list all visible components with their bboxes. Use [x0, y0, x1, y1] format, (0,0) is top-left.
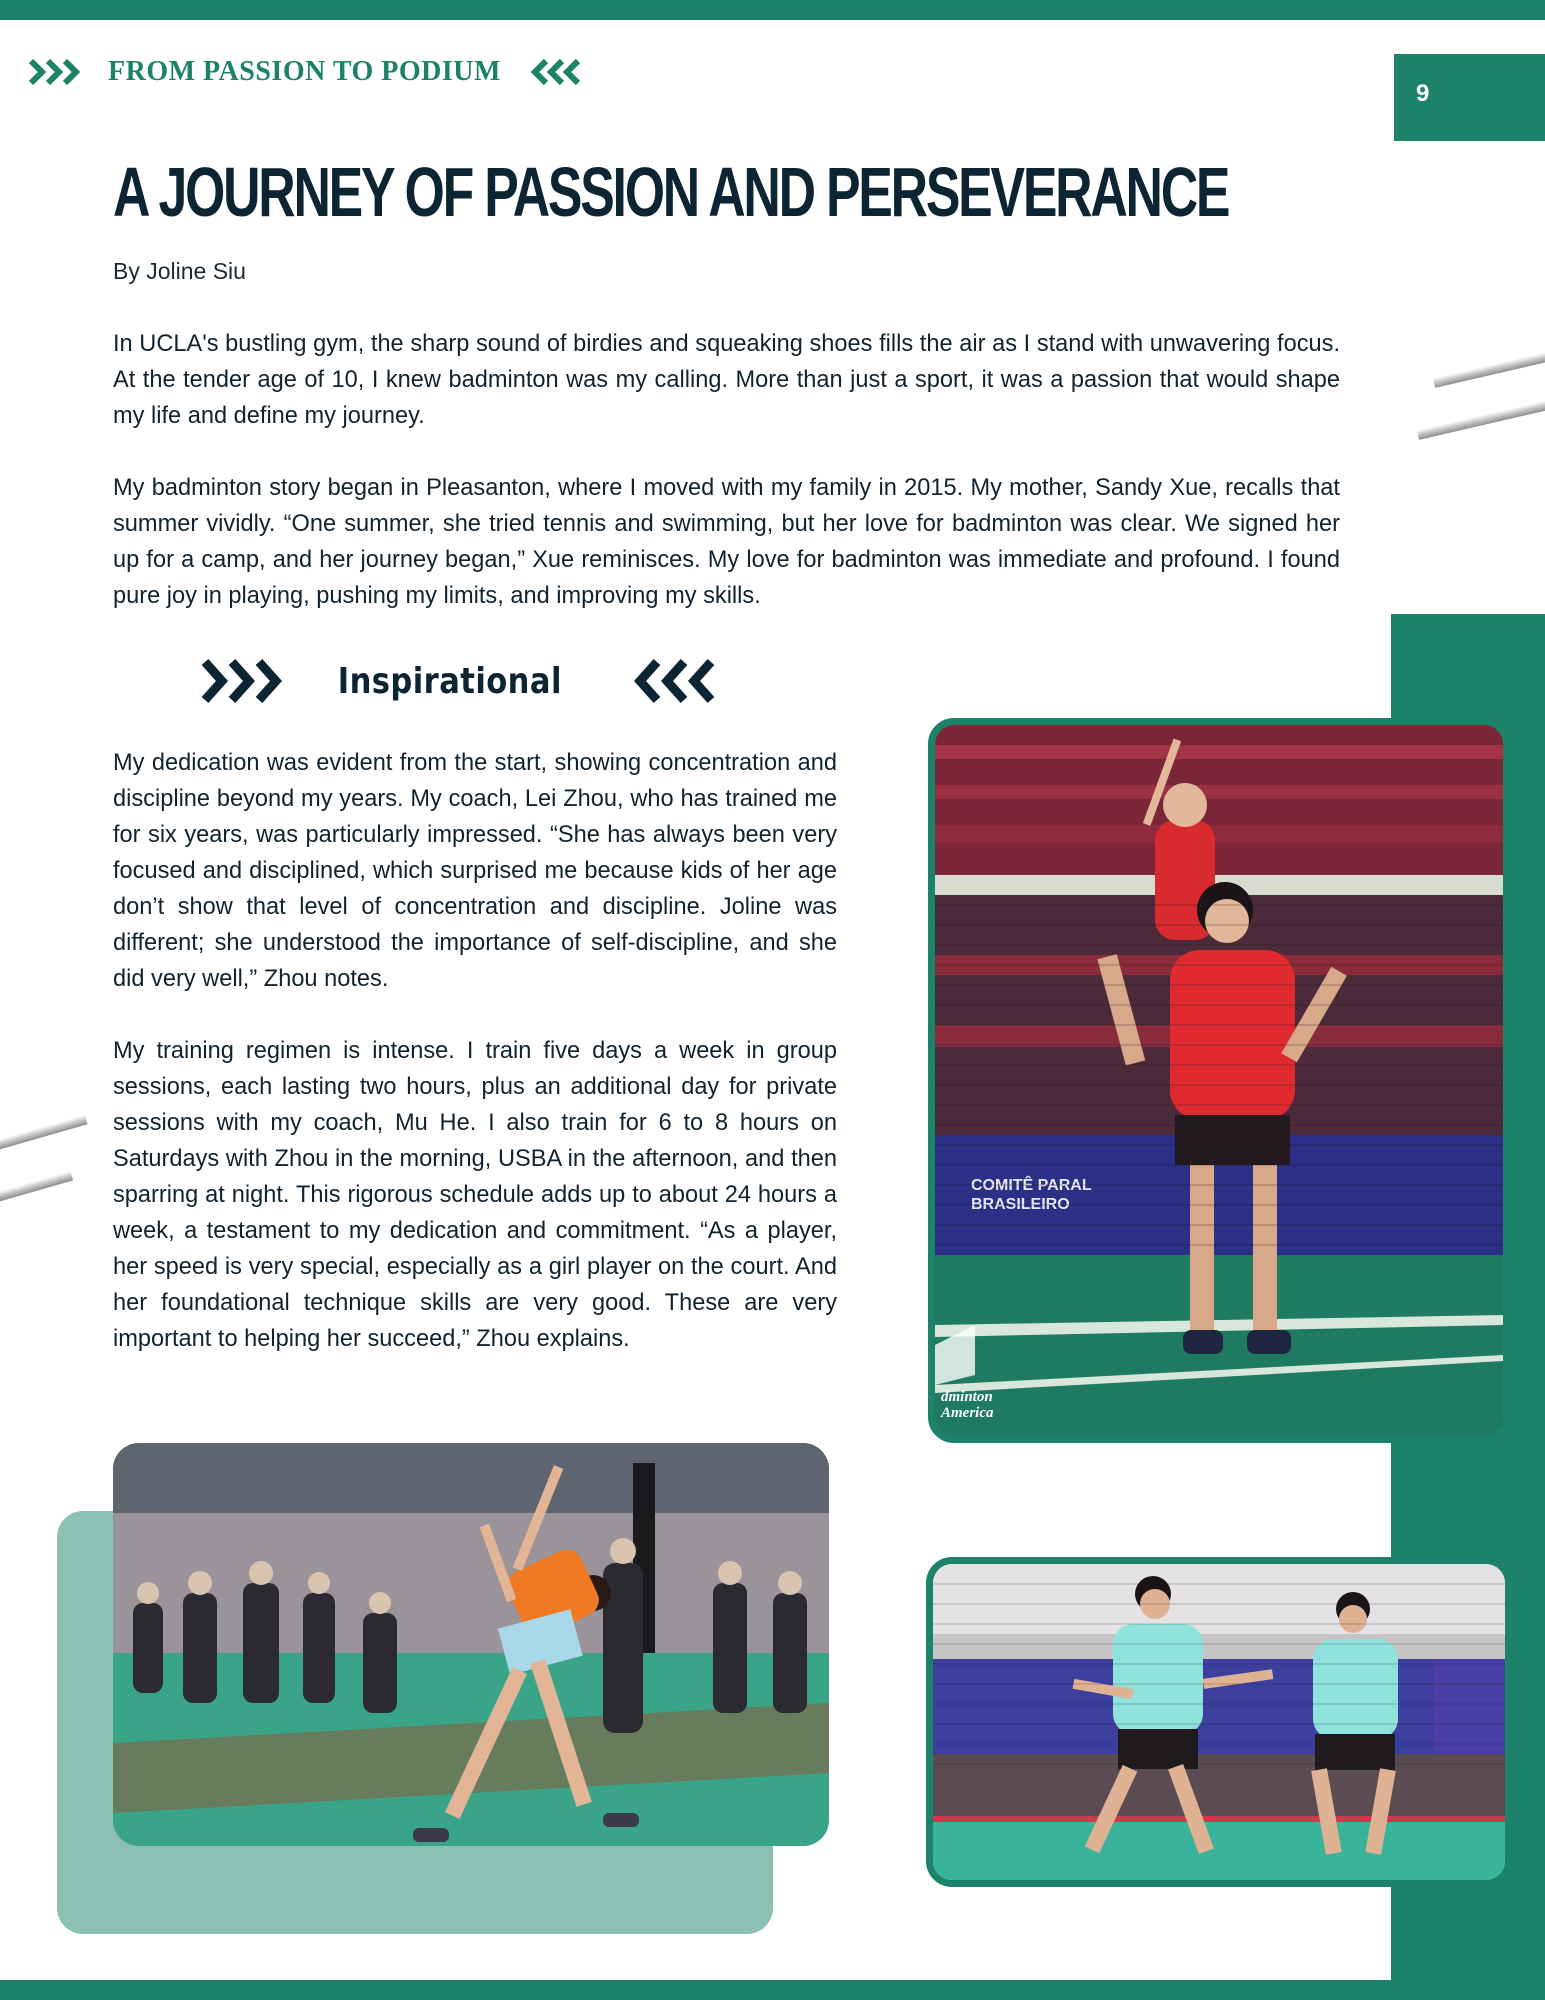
photo-doubles-teal	[926, 1557, 1512, 1887]
kicker-text: FROM PASSION TO PODIUM	[108, 56, 501, 87]
photo-doubles-red	[928, 718, 1510, 1443]
decorative-slash	[0, 1171, 73, 1204]
section-kicker	[28, 52, 581, 92]
section-heading-row	[200, 655, 716, 707]
decorative-slash	[0, 1115, 88, 1152]
photo-singles-orange	[113, 1443, 829, 1846]
watermark-text: America	[941, 1405, 994, 1421]
body-paragraph-2: My training regimen is intense. I train five days a week in group sessions, each lasting two hours, plus an additional day for private sessions with my coach, Mu He. I also train for 6 to 8 hours on Saturdays with Zhou in the morning, USBA in the afternoon, and then sparring at night. This rigorous schedule adds up to about 24 hours a week, a testament to my dedication and commitment. “As a player, her speed is very special, especially as a girl player on the court. And her foundational technique skills are very good. These are very important to helping her succeed,” Zhou explains.	[113, 1038, 837, 1352]
chevrons-right-icon	[28, 57, 86, 87]
chevrons-right-icon	[200, 657, 290, 705]
decorative-slash	[1433, 349, 1545, 388]
bottom-border-bar	[0, 1980, 1545, 2000]
page-number: 9	[1416, 80, 1430, 107]
intro-paragraph-2: My badminton story began in Pleasanton, where I moved with my family in 2015. My mother, Sandy Xue, recalls that summer vividly. “One summer, she tried tennis and swimming, but her love for badminton was clear. We signed her up for a camp, and her journey began,” Xue reminisces. My love for badminton was immediate and profound. I found pure joy in playing, pushing my limits, and improving my skills.	[113, 475, 1340, 609]
intro-paragraph-1: In UCLA's bustling gym, the sharp sound of birdies and squeaking shoes fills the air as I stand with unwavering focus. At the tender age of 10, I knew badminton was my calling. More than just a sport, it was a passion that would shape my life and define my journey.	[113, 331, 1340, 429]
top-border-bar	[0, 0, 1545, 20]
decorative-slash	[1417, 396, 1545, 439]
banner-text: BRASILEIRO	[971, 1196, 1070, 1213]
chevrons-left-icon	[529, 57, 581, 87]
banner-text: COMITÊ PARAL	[971, 1177, 1092, 1194]
byline: By Joline Siu	[113, 258, 246, 284]
section-heading: Inspirational	[337, 660, 562, 702]
chevrons-left-icon	[626, 657, 716, 705]
body-paragraph-1: My dedication was evident from the start, showing concentration and discipline beyond my years. My coach, Lei Zhou, who has trained me for six years, was particularly impressed. “She has always been very focused and disciplined, which surprised me because kids of her age don’t show that level of concentration and discipline. Joline was different; she understood the importance of self-discipline, and she did very well,” Zhou notes.	[113, 750, 837, 992]
article-title: A JOURNEY OF PASSION AND PERSEVERANCE	[113, 153, 1229, 231]
watermark-text: dminton	[941, 1389, 993, 1405]
